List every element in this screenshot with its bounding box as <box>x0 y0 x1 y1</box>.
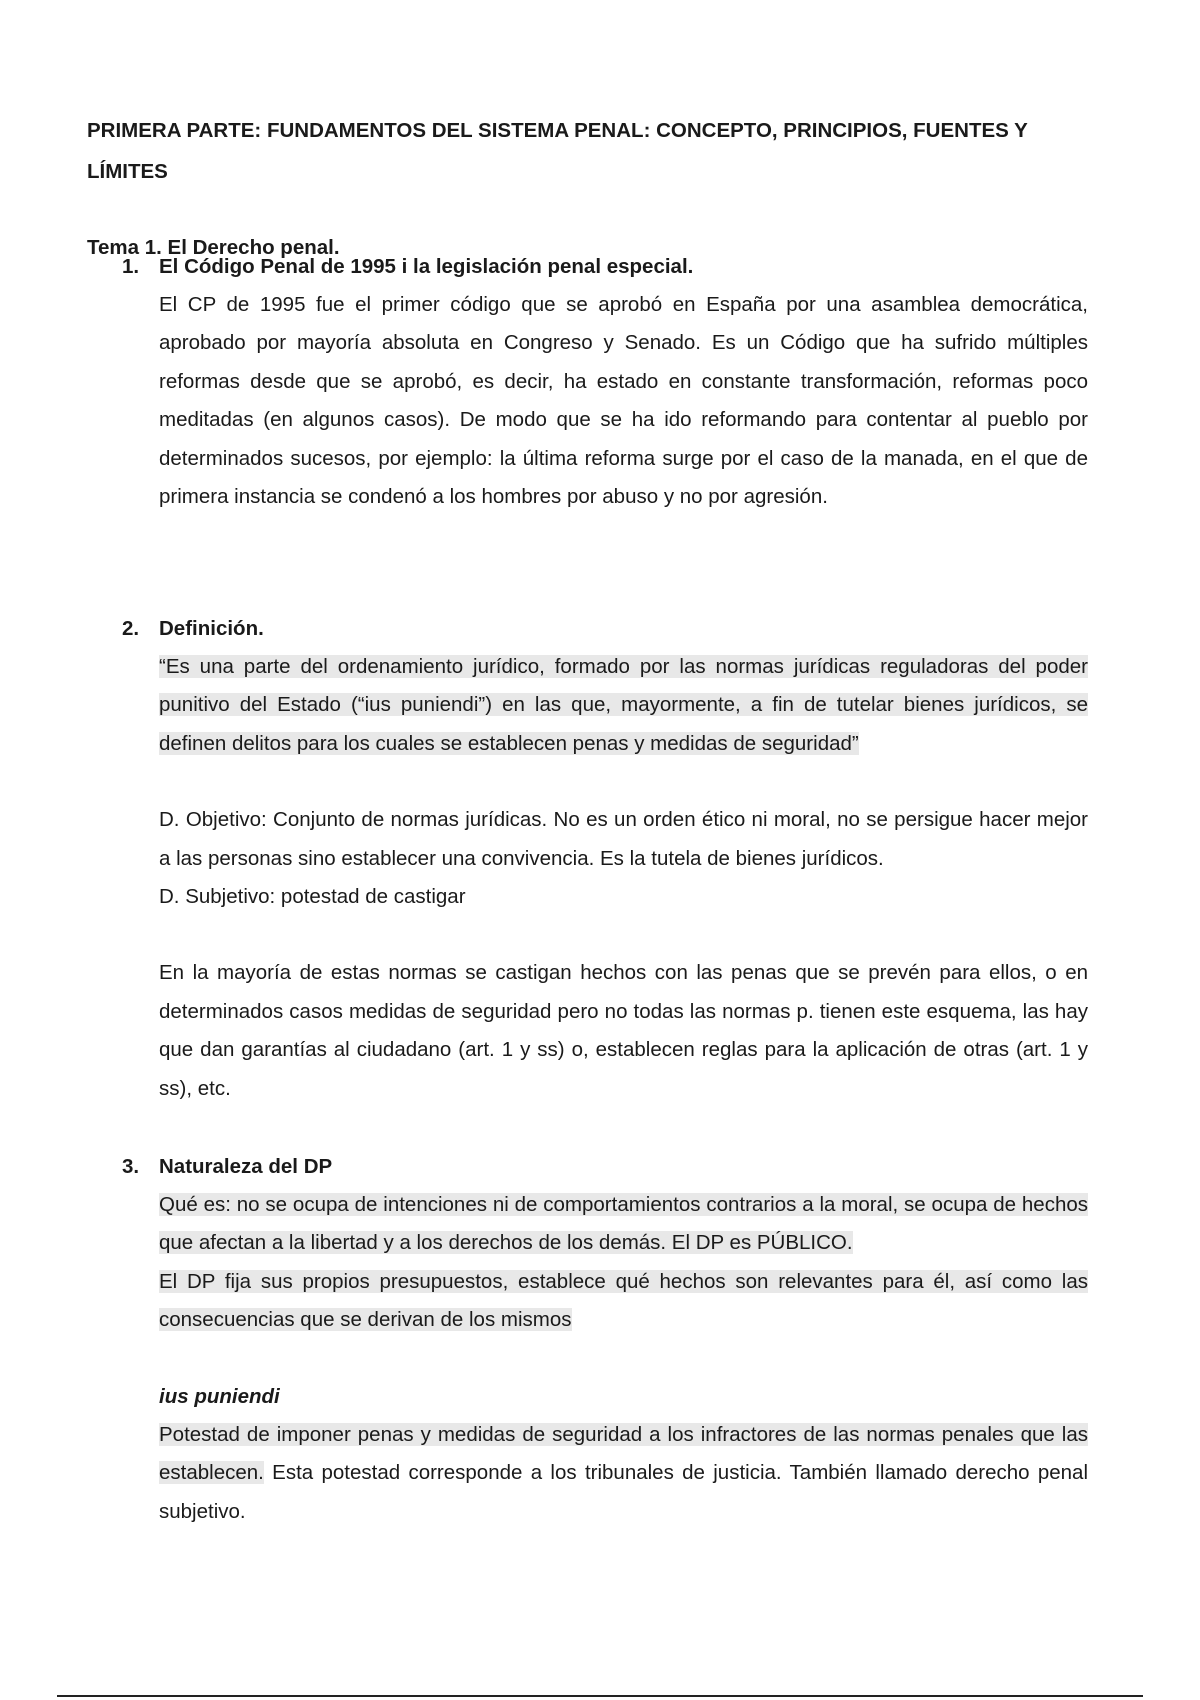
section-heading <box>122 610 1088 648</box>
section-number: 1. <box>122 255 140 278</box>
objective-definition: D. Objetivo: Conjunto de normas jurídicas. No es un orden ético ni moral, no se persigue hacer mejor a las personas sino establecer una convivencia. Es la tutela de bienes jurídicos. <box>159 808 1088 870</box>
section-body <box>159 648 1088 1108</box>
tema-title: Tema 1. El Derecho penal. <box>87 236 340 259</box>
section-number: 2. <box>122 617 140 640</box>
highlighted-text: El DP fija sus propios presupuestos, establece qué hechos son relevantes para él, así como las consecuencias que se derivan de los mismos <box>159 1269 1088 1332</box>
section-body <box>159 286 1088 516</box>
section-heading <box>122 1148 1088 1186</box>
ius-puniendi-paragraph <box>159 1416 1088 1531</box>
highlighted-text: Potestad de imponer penas y medidas de seguridad a los infractores de las normas penales que las establecen. <box>159 1423 1088 1485</box>
section-2 <box>122 610 1088 1108</box>
definition-quote <box>159 648 1088 763</box>
paragraph-text: Esta potestad corresponde a los tribunales de justicia. También llamado derecho penal subjetivo. <box>159 1461 1088 1523</box>
section-number: 3. <box>122 1155 140 1178</box>
section-title: Definición. <box>159 617 264 640</box>
footer-divider <box>57 1695 1143 1697</box>
highlighted-text: Qué es: no se ocupa de intenciones ni de comportamientos contrarios a la moral, se ocupa de hechos que afectan a la libertad y a los derechos de los demás. El DP es PÚBLICO. <box>159 1193 1088 1255</box>
what-is-paragraph <box>159 1186 1088 1263</box>
subjective-definition: D. Subjetivo: potestad de castigar <box>159 885 466 909</box>
part-title: PRIMERA PARTE: FUNDAMENTOS DEL SISTEMA PENAL: CONCEPTO, PRINCIPIOS, FUENTES Y LÍMITES <box>87 119 1028 183</box>
section-3 <box>122 1148 1088 1531</box>
section-heading <box>122 248 1088 286</box>
paragraph: El CP de 1995 fue el primer código que se aprobó en España por una asamblea democrática, aprobado por mayoría absoluta en Congreso y Senado. Es un Código que ha sufrido múltiples reformas desde que se aprobó, es decir, ha estado en constante transformación, reformas poco meditadas (en algunos casos). De modo que se ha ido reformando para contentar al pueblo por determinados sucesos, por ejemplo: la última reforma surge por el caso de la manada, en el que de primera instancia se condenó a los hombres por abuso y no por agresión. <box>159 293 1088 509</box>
ius-puniendi-subheading: ius puniendi <box>159 1384 280 1408</box>
section-body <box>159 1186 1088 1531</box>
paragraph: En la mayoría de estas normas se castigan hechos con las penas que se prevén para ellos, o en determinados casos medidas de seguridad pero no todas las normas p. tienen este esquema, las hay que dan garantías al ciudadano (art. 1 y ss) o, establecen reglas para la aplicación de otras (art. 1 y ss), etc. <box>159 961 1088 1100</box>
section-title: Naturaleza del DP <box>159 1155 333 1178</box>
section-title: El Código Penal de 1995 i la legislación penal especial. <box>159 255 694 278</box>
highlighted-text: “Es una parte del ordenamiento jurídico, formado por las normas jurídicas reguladoras del poder punitivo del Estado (“ius puniendi”) en las que, mayormente, a fin de tutelar bienes jurídicos, se definen delitos para los cuales se establecen penas y medidas de seguridad” <box>159 655 1088 755</box>
section-1 <box>122 248 1088 516</box>
own-assumptions-paragraph <box>159 1263 1088 1340</box>
